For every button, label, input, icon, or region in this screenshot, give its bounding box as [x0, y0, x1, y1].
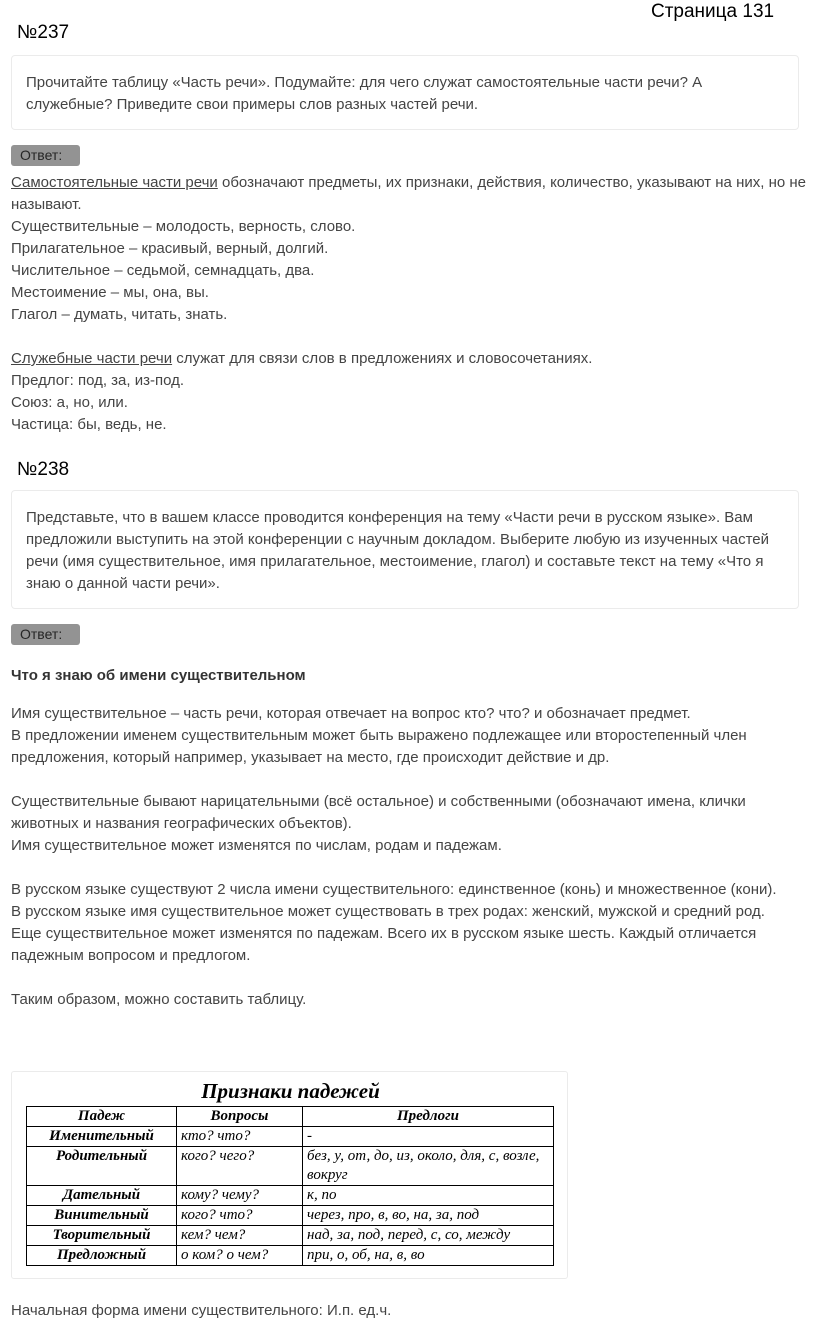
case-questions: о ком? о чем?	[177, 1246, 303, 1266]
task-238-question: Представьте, что в вашем классе проводится конференция на тему «Части речи в русском языке». Вам предложили выступить на этой конференции с научным докладом. Выберите любую из изученных частей речи (имя существительное, имя прилагательное, местоимение, глагол) и составьте текст на тему «Что я знаю о данной части речи».	[26, 509, 769, 592]
cases-table-image	[11, 1071, 568, 1279]
task-number-238: №238	[17, 459, 70, 480]
paragraph-line: В русском языке существуют 2 числа имени существительного: единственное (конь) и множественное (кони).	[11, 881, 777, 898]
table-row	[27, 1206, 554, 1226]
cases-table	[26, 1106, 554, 1266]
table-row	[27, 1127, 554, 1147]
independent-rest: обозначают предметы, их признаки, действия, количество, указывают на них, но не называют.	[11, 174, 806, 213]
paragraph-line: В предложении именем существительным может быть выражено подлежащее или второстепенный член предложения, который например, указывает на место, где происходит действие и др.	[11, 727, 747, 766]
case-questions: кем? чем?	[177, 1226, 303, 1246]
example-line: Глагол – думать, читать, знать.	[11, 306, 228, 323]
table-header: Предлоги	[303, 1107, 554, 1127]
example-line: Местоимение – мы, она, вы.	[11, 284, 209, 301]
final-note: Начальная форма имени существительного: И.п. ед.ч.	[11, 1302, 392, 1319]
case-prepositions: через, про, в, во, на, за, под	[303, 1206, 554, 1226]
paragraph-line: Таким образом, можно составить таблицу.	[11, 991, 307, 1008]
answer-237	[11, 172, 806, 436]
paragraph-line: Имя существительное – часть речи, которая отвечает на вопрос кто? что? и обозначает предмет.	[11, 705, 691, 722]
service-term: Служебные части речи	[11, 350, 173, 367]
answer-badge-237: Ответ:	[11, 145, 80, 166]
table-row	[27, 1226, 554, 1246]
table-header: Вопросы	[177, 1107, 303, 1127]
task-238-question-box	[11, 490, 799, 609]
independent-definition	[11, 172, 806, 216]
case-name: Родительный	[27, 1147, 177, 1186]
cases-table-title: Признаки падежей	[201, 1079, 380, 1103]
paragraph-line: Существительные бывают нарицательными (всё остальное) и собственными (обозначают имена, клички животных и названия географических объектов).	[11, 793, 746, 832]
example-line: Прилагательное – красивый, верный, долгий.	[11, 240, 329, 257]
task-237-question-box	[11, 55, 799, 130]
case-questions: кого? что?	[177, 1206, 303, 1226]
case-prepositions: над, за, под, перед, с, со, между	[303, 1226, 554, 1246]
paragraph-line: Имя существительное может изменятся по числам, родам и падежам.	[11, 837, 502, 854]
case-name: Творительный	[27, 1226, 177, 1246]
task-237-question: Прочитайте таблицу «Часть речи». Подумайте: для чего служат самостоятельные части речи? А служебные? Приведите свои примеры слов разных частей речи.	[26, 74, 703, 113]
service-rest: служат для связи слов в предложениях и словосочетаниях.	[172, 350, 593, 367]
example-line: Существительные – молодость, верность, слово.	[11, 218, 356, 235]
example-line: Частица: бы, ведь, не.	[11, 416, 167, 433]
independent-term: Самостоятельные части речи	[11, 174, 218, 191]
answer-238	[11, 703, 806, 1011]
example-line: Предлог: под, за, из-под.	[11, 372, 185, 389]
case-prepositions: -	[303, 1127, 554, 1147]
table-row	[27, 1246, 554, 1266]
case-name: Винительный	[27, 1206, 177, 1226]
case-prepositions: к, по	[303, 1186, 554, 1206]
task-number-237: №237	[17, 22, 70, 43]
answer-heading: Что я знаю об имени существительном	[11, 667, 306, 684]
case-name: Предложный	[27, 1246, 177, 1266]
table-row	[27, 1186, 554, 1206]
paragraph-line: В русском языке имя существительное может существовать в трех родах: женский, мужской и средний род.	[11, 903, 765, 920]
example-line: Союз: а, но, или.	[11, 394, 128, 411]
example-line: Числительное – седьмой, семнадцать, два.	[11, 262, 315, 279]
table-header-row	[27, 1107, 554, 1127]
paragraph-line: Еще существительное может изменятся по падежам. Всего их в русском языке шесть. Каждый отличается падежным вопросом и предлогом.	[11, 925, 757, 964]
case-questions: кто? что?	[177, 1127, 303, 1147]
answer-badge-238: Ответ:	[11, 624, 80, 645]
case-questions: кого? чего?	[177, 1147, 303, 1186]
case-name: Именительный	[27, 1127, 177, 1147]
case-questions: кому? чему?	[177, 1186, 303, 1206]
table-header: Падеж	[27, 1107, 177, 1127]
case-prepositions: без, у, от, до, из, около, для, с, возле, вокруг	[303, 1147, 554, 1186]
case-name: Дательный	[27, 1186, 177, 1206]
case-prepositions: при, о, об, на, в, во	[303, 1246, 554, 1266]
service-definition	[11, 348, 806, 370]
table-row	[27, 1147, 554, 1186]
page-number: Страница 131	[651, 1, 775, 22]
